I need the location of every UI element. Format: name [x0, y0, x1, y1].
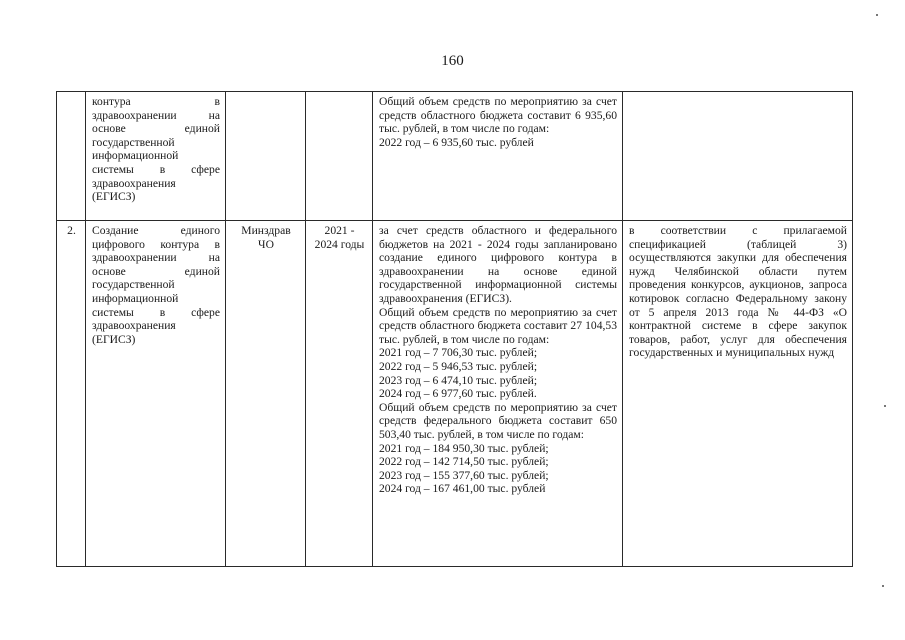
funding-line: 2024 год – 167 461,00 тыс. рублей — [379, 482, 546, 496]
executor-cell — [226, 92, 306, 221]
basis-cell — [623, 92, 853, 221]
funding-line: 2021 год – 184 950,30 тыс. рублей; — [379, 441, 549, 455]
funding-line: 2022 год – 5 946,53 тыс. рублей; — [379, 359, 538, 373]
funding-line: за счет средств областного и федерального бюджетов на 2021 - 2024 годы запланировано создание единого цифрового контура в здравоохранении на основе единой государственной информационной системы здравоохранения (ЕГИСЗ). — [379, 224, 617, 305]
executor-cell: Минздрав ЧО — [226, 221, 306, 567]
funding-line: 2022 год – 6 935,60 тыс. рублей — [379, 135, 534, 149]
funding-cell — [373, 221, 623, 567]
row-number-cell — [57, 92, 86, 221]
funding-line: 2021 год – 7 706,30 тыс. рублей; — [379, 346, 538, 360]
funding-line: 2022 год – 142 714,50 тыс. рублей; — [379, 455, 549, 469]
period-cell — [306, 92, 373, 221]
table-row — [57, 221, 853, 567]
funding-line: Общий объем средств по мероприятию за счет средств федерального бюджета составит 650 503,40 тыс. рублей, в том числе по годам: — [379, 400, 617, 441]
measures-table — [56, 91, 853, 567]
funding-line: 2023 год – 6 474,10 тыс. рублей; — [379, 373, 538, 387]
scan-speck — [882, 585, 884, 587]
funding-line: Общий объем средств по мероприятию за счет средств областного бюджета составит 27 104,53 тыс. рублей, в том числе по годам: — [379, 305, 617, 346]
basis-cell: в соответствии с прилагаемой спецификацией (таблицей 3) осуществляются закупки для обеспечения нужд Челябинской области путем проведения конкурсов, аукционов, запроса котировок согласно Федеральному закону от 5 апреля 2013 года № 44-ФЗ «О контрактной системе в сфере закупок товаров, работ, услуг для обеспечения государственных и муниципальных нужд — [623, 221, 853, 567]
measure-name-cell: контура в здравоохранении на основе единой государственной информационной системы в сфере здравоохранения (ЕГИСЗ) — [86, 92, 226, 221]
funding-cell — [373, 92, 623, 221]
funding-line: 2023 год – 155 377,60 тыс. рублей; — [379, 468, 549, 482]
period-cell: 2021 - 2024 годы — [306, 221, 373, 567]
measure-name-cell: Создание единого цифрового контура в здравоохранении на основе единой государственной информационной системы в сфере здравоохранения (ЕГИСЗ) — [86, 221, 226, 567]
funding-line: Общий объем средств по мероприятию за счет средств областного бюджета составит 6 935,60 тыс. рублей, в том числе по годам: — [379, 95, 617, 136]
row-number-cell: 2. — [57, 221, 86, 567]
table-row — [57, 92, 853, 221]
page-number: 160 — [441, 53, 464, 69]
funding-line: 2024 год – 6 977,60 тыс. рублей. — [379, 387, 537, 401]
scan-speck — [884, 405, 886, 407]
scan-speck — [876, 14, 878, 16]
